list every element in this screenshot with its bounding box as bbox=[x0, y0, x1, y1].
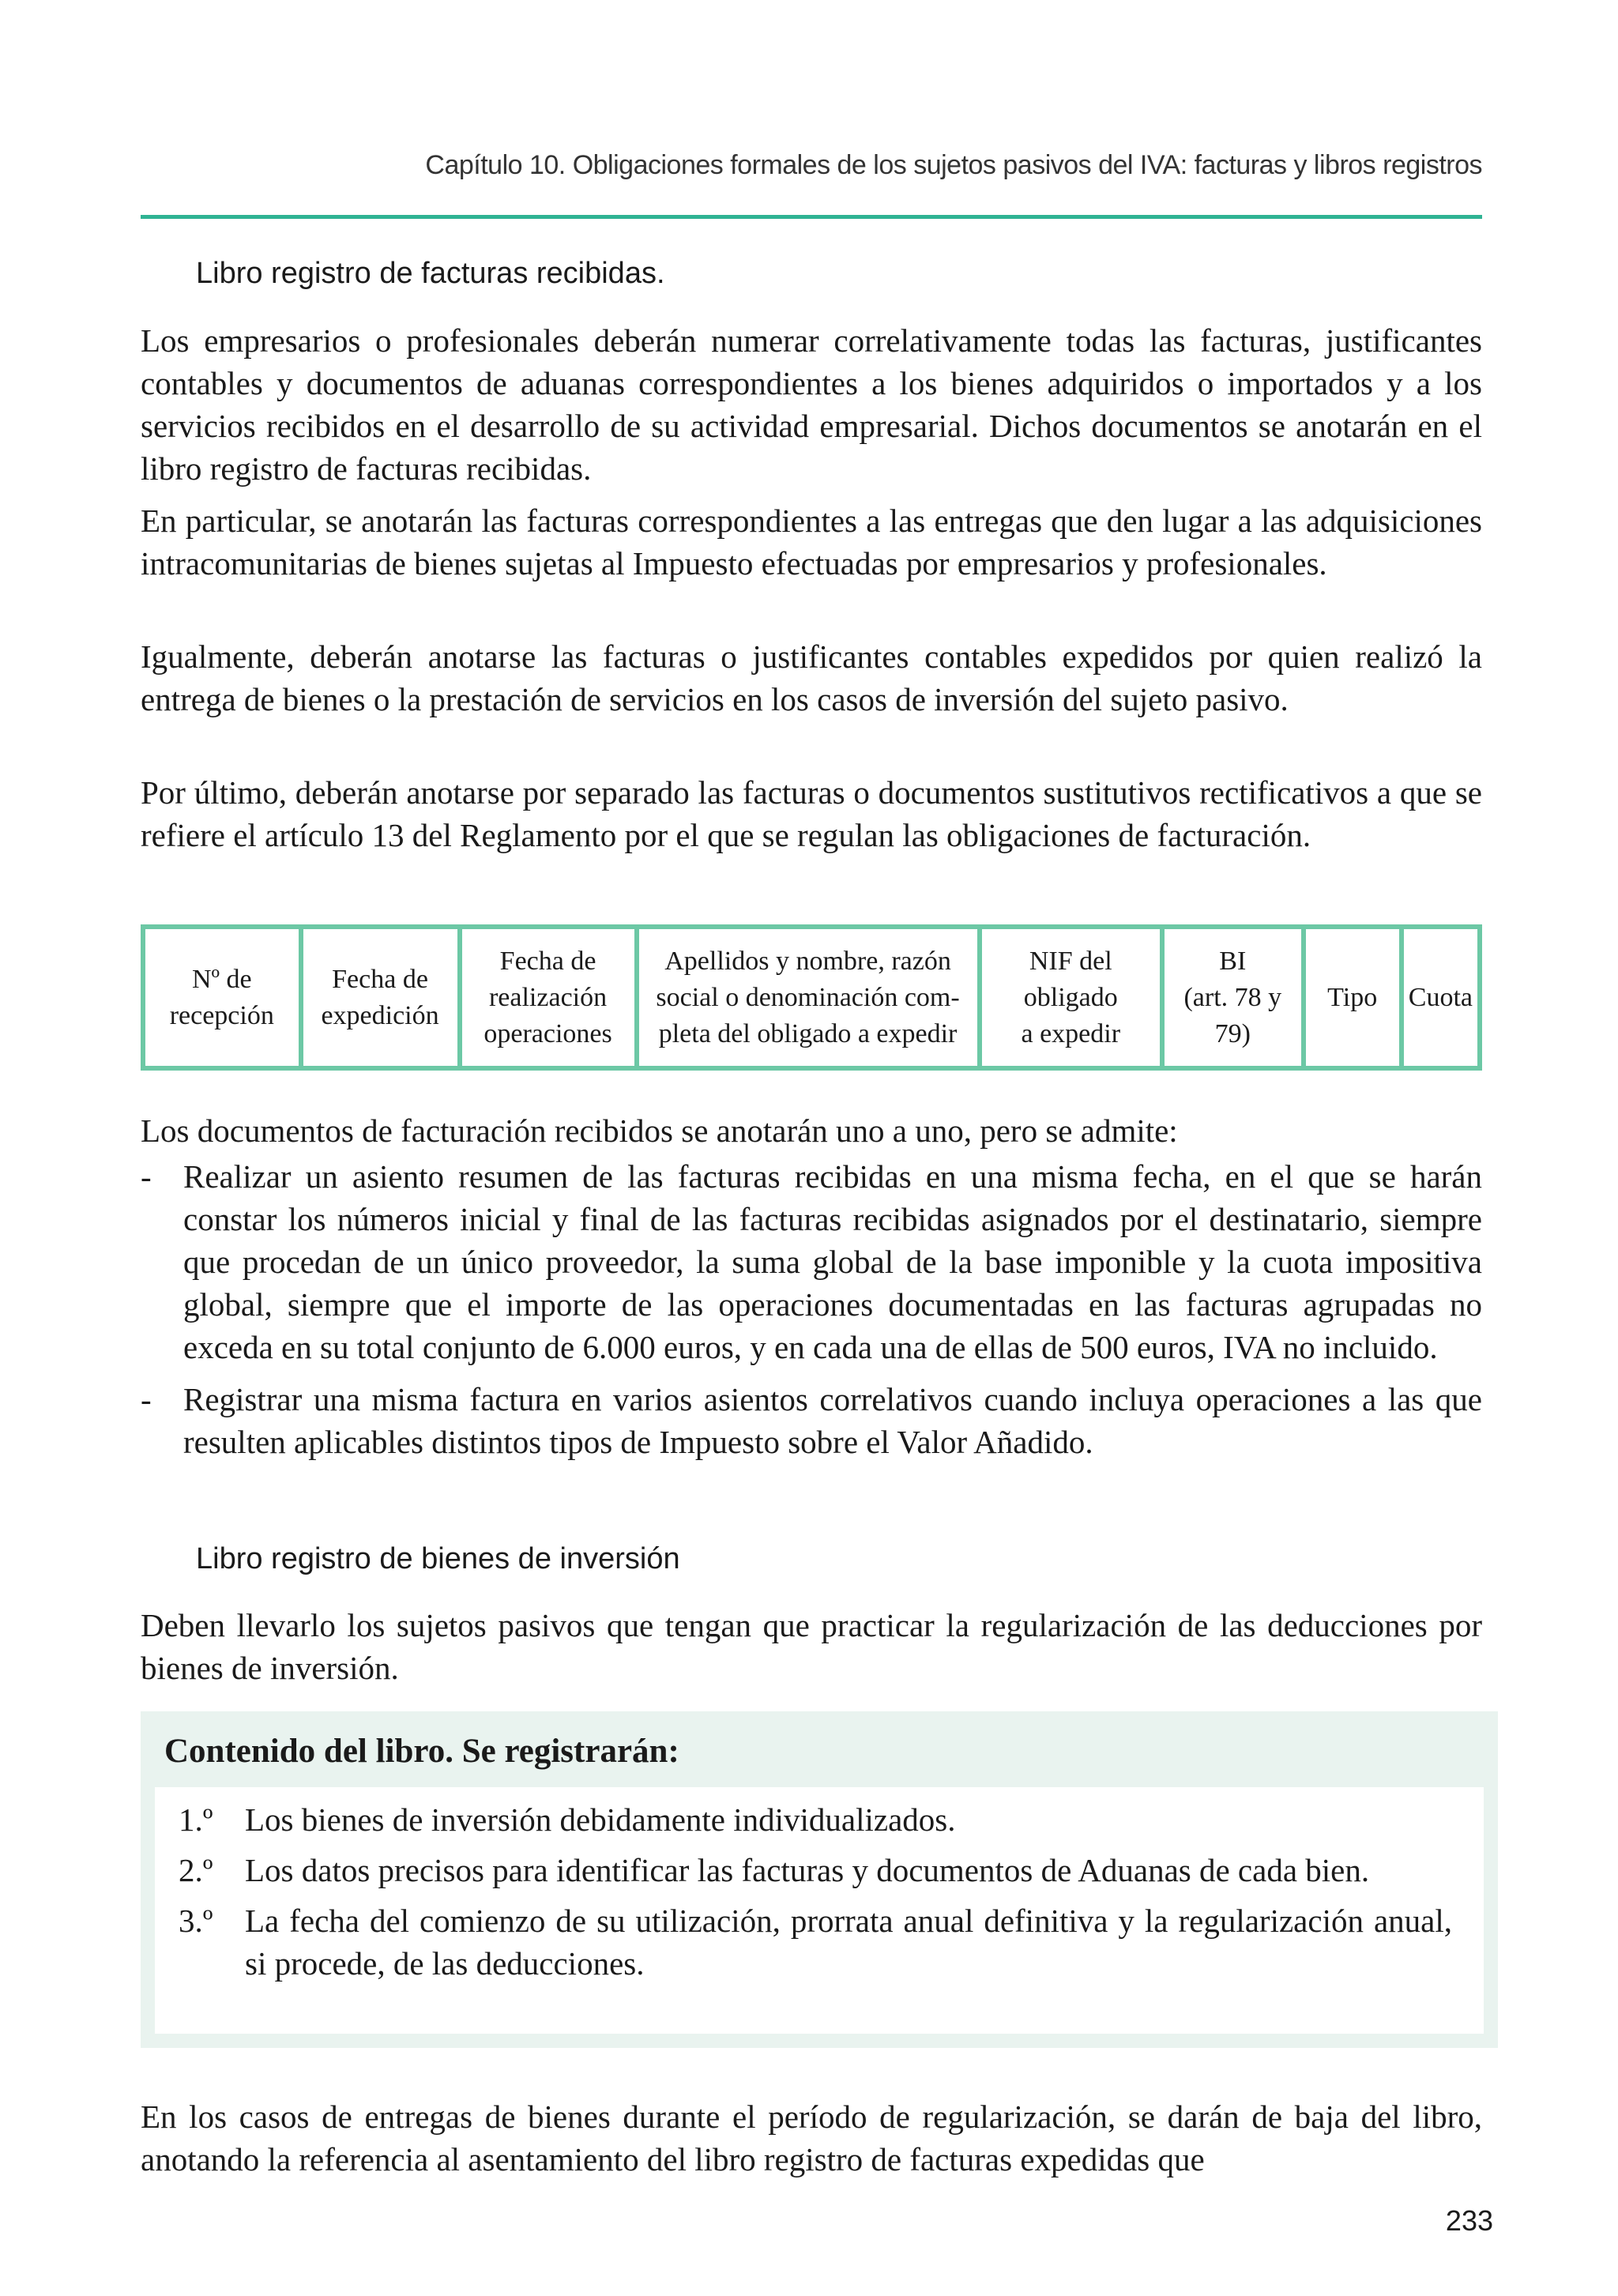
list-item: 2.º Los datos precisos para identificar las facturas y documentos de Aduanas de cada bien. bbox=[179, 1849, 1452, 1891]
list-item: - Realizar un asiento resumen de las facturas recibidas en una misma fecha, en el que se harán constar los números inicial y final de las facturas recibidas asignados por el destinatario, siempre que procedan de un único proveedor, la suma global de la base imponible y la cuota impositiva global, siempre que el importe de las operaciones documentadas en las facturas agrupadas no exceda en su total conjunto de 6.000 euros, y en cada una de ellas de 500 euros, IVA no incluido. bbox=[141, 1155, 1482, 1368]
content-box-body bbox=[155, 1787, 1484, 2034]
table-col-fecha-expedicion: Fecha de expedición bbox=[299, 929, 457, 1066]
bullet-marker: - bbox=[141, 1158, 152, 1195]
item-number: 3.º bbox=[179, 1903, 213, 1939]
list-item: - Registrar una misma factura en varios asientos correlativos cuando incluya operaciones a las que resulten aplicables distintos tipos de Impuesto sobre el Valor Añadido. bbox=[141, 1378, 1482, 1463]
list-item: 3.º La fecha del comienzo de su utilización, prorrata anual definitiva y la regularización anual, si procede, de las deducciones. bbox=[179, 1899, 1452, 1985]
item-number: 2.º bbox=[179, 1852, 213, 1888]
item-number: 1.º bbox=[179, 1801, 213, 1838]
header-rule bbox=[141, 215, 1482, 219]
paragraph-closing: En los casos de entregas de bienes durante el período de regularización, se darán de baja del libro, anotando la referencia al asentamiento del libro registro de facturas expedidas que bbox=[141, 2098, 1482, 2177]
paragraph-4: Por último, deberán anotarse por separado las facturas o documentos sustitutivos rectificativos a que se refiere el artículo 13 del Reglamento por el que se regulan las obligaciones de facturación. bbox=[141, 774, 1482, 853]
register-table bbox=[141, 924, 1482, 1071]
table-col-numero-recepcion: Nº de recepción bbox=[169, 964, 274, 1030]
table-col-tipo: Tipo bbox=[1301, 929, 1399, 1066]
table-col-cuota: Cuota bbox=[1399, 929, 1477, 1066]
list-item: 1.º Los bienes de inversión debidamente individualizados. bbox=[179, 1798, 1452, 1841]
table-header-row bbox=[145, 929, 1477, 1066]
paragraph-3: Igualmente, deberán anotarse las facturas o justificantes contables expedidos por quien realizó la entrega de bienes o la prestación de servicios en los casos de inversión del sujeto pasivo. bbox=[141, 638, 1482, 717]
paragraph-bienes-inversion: Deben llevarlo los sujetos pasivos que tengan que practicar la regularización de las deducciones por bienes de inversión. bbox=[141, 1607, 1482, 1686]
content-list bbox=[155, 1787, 1484, 1985]
paragraph-1: Los empresarios o profesionales deberán numerar correlativamente todas las facturas, justificantes contables y documentos de aduanas correspondientes a los bienes adquiridos o importados y a los servicios recibidos en el desarrollo de su actividad empresarial. Dichos documentos se anotarán en el libro registro de facturas recibidas. bbox=[141, 322, 1482, 487]
paragraph-intro-admite: Los documentos de facturación recibidos se anotarán uno a uno, pero se admite: bbox=[141, 1112, 1178, 1149]
table-col-apellidos-nombre: Apellidos y nombre, razón social o denominación com- pleta del obligado a expedir bbox=[634, 929, 977, 1066]
running-header: Capítulo 10. Obligaciones formales de los sujetos pasivos del IVA: facturas y libros registros bbox=[425, 150, 1482, 180]
table-col-fecha-realizacion: Fecha de realización operaciones bbox=[457, 929, 634, 1066]
content-box bbox=[141, 1711, 1498, 2048]
section-heading-bienes-inversion: Libro registro de bienes de inversión bbox=[196, 1542, 680, 1575]
table-col-nif: NIF del obligado a expedir bbox=[977, 929, 1161, 1066]
page-number: 233 bbox=[1445, 2204, 1493, 2237]
content-box-title: Contenido del libro. Se registrarán: bbox=[164, 1733, 679, 1770]
bullet-marker: - bbox=[141, 1381, 152, 1417]
table-col-bi: BI (art. 78 y 79) bbox=[1160, 929, 1301, 1066]
admission-list bbox=[141, 1155, 1482, 1473]
section-heading-facturas-recibidas: Libro registro de facturas recibidas. bbox=[196, 257, 665, 290]
paragraph-2: En particular, se anotarán las facturas correspondientes a las entregas que den lugar a las adquisiciones intracomunitarias de bienes sujetas al Impuesto efectuadas por empresarios y profesionales. bbox=[141, 502, 1482, 582]
